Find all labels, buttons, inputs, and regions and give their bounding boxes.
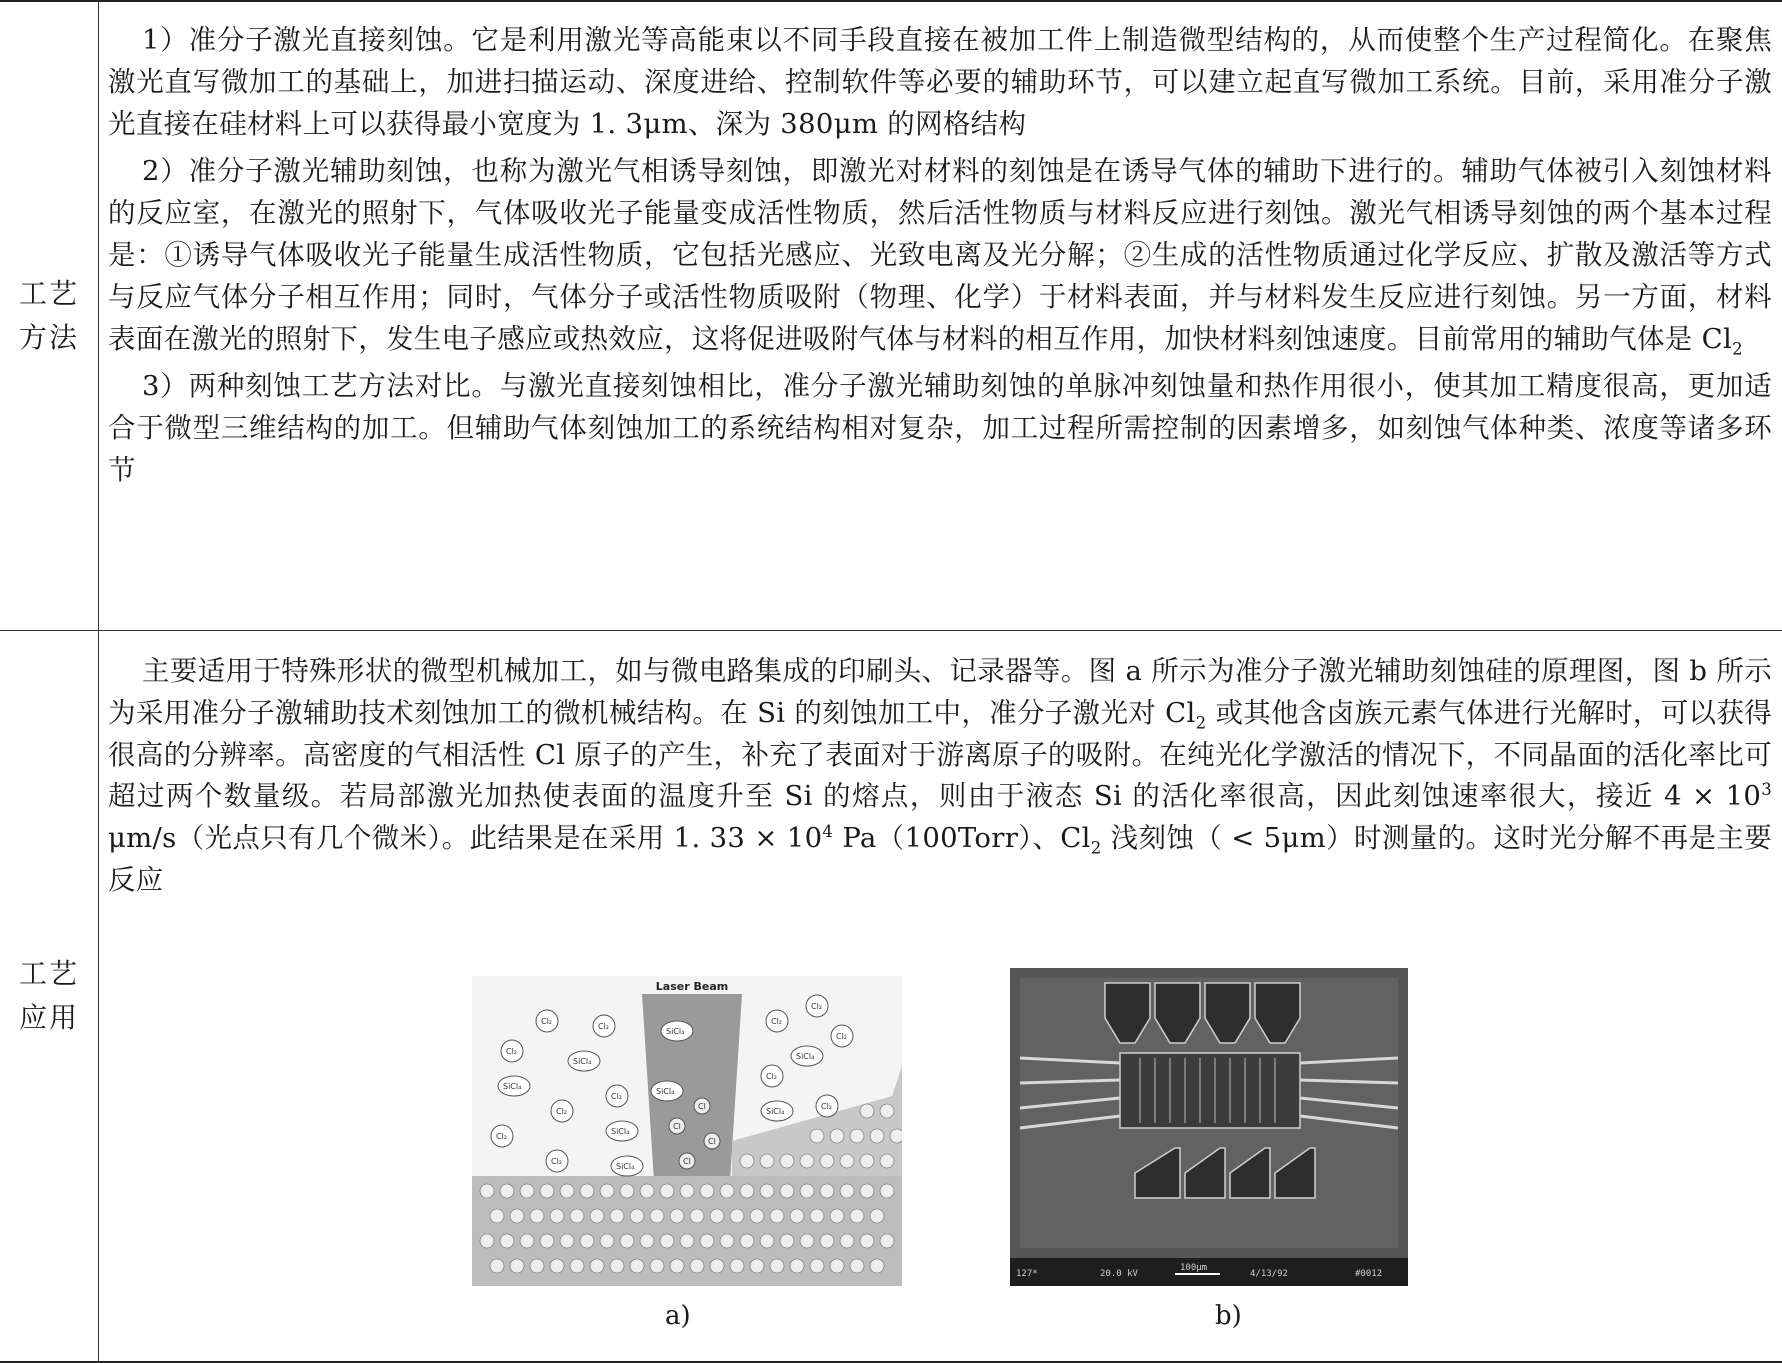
svg-text:Cl: Cl [673,1122,681,1131]
subscript: 2 [1732,339,1743,359]
svg-text:Cl₂: Cl₂ [556,1107,568,1116]
cl2-molecule [546,1150,568,1172]
sicl4-molecule [606,1121,638,1141]
svg-text:SiCl₄: SiCl₄ [766,1107,785,1116]
sicl4-molecule [761,1101,793,1121]
sem-svg [1010,968,1408,1286]
schematic-svg [472,976,902,1286]
cl2-molecule [491,1125,513,1147]
svg-text:Cl₂: Cl₂ [811,1002,823,1011]
cl2-molecule [606,1085,628,1107]
svg-text:Cl₂: Cl₂ [836,1032,848,1041]
cl-atom [694,1098,710,1114]
svg-text:SiCl₄: SiCl₄ [796,1052,815,1061]
cl-atom [704,1133,720,1149]
sicl4-molecule [661,1021,693,1041]
cl2-molecule [593,1015,615,1037]
svg-text:Cl₂: Cl₂ [766,1072,778,1081]
paragraph-application [108,651,1772,902]
svg-text:Cl: Cl [683,1157,691,1166]
subscript: 2 [1090,838,1102,858]
row-label-process-method [19,272,79,360]
label-line: 应用 [19,1001,80,1034]
sicl4-molecule [791,1046,823,1066]
sicl4-molecule [498,1076,530,1096]
svg-text:Cl: Cl [698,1102,706,1111]
svg-text:Cl₂: Cl₂ [598,1022,610,1031]
paragraph-comparison: 3）两种刻蚀工艺方法对比。与激光直接刻蚀相比，准分子激光辅助刻蚀的单脉冲刻蚀量和热作用很小，使其加工精度很高，更加适合于微型三维结构的加工。但辅助气体刻蚀加工的系统结构相对复杂，加工过程所需控制的因素增多，如刻蚀气体种类、浓度等诸多环节 [108,370,1772,486]
cl2-molecule [831,1025,853,1047]
figure-b-sem-micrograph [1010,968,1408,1286]
superscript: 4 [822,822,834,842]
label-line: 工艺 [19,277,80,310]
paragraph-text: 2）准分子激光辅助刻蚀，也称为激光气相诱导刻蚀，即激光对材料的刻蚀是在诱导气体的辅助下进行的。辅助气体被引入刻蚀材料的反应室，在激光的照射下，气体吸收光子能量变成活性物质，然后活性物质与材料反应进行刻蚀。激光气相诱导刻蚀的两个基本过程是：①诱导气体吸收光子能量生成活性物质，它包括光感应、光致电离及光分解；②生成的活性物质通过化学反应、扩散及激活等方式与反应气体分子相互作用；同时，气体分子或活性物质吸附（物理、化学）于材料表面，并与材料发生反应进行刻蚀。另一方面，材料表面在激光的照射下，发生电子感应或热效应，这将促进吸附气体与材料的相互作用，加快材料刻蚀速度。目前常用的辅助气体是 Cl [108,155,1772,355]
svg-text:SiCl₄: SiCl₄ [616,1162,635,1171]
table-row-process-method [0,2,1782,631]
svg-text:SiCl₄: SiCl₄ [503,1082,522,1091]
svg-text:Cl₂: Cl₂ [551,1157,563,1166]
laser-beam-label: Laser Beam [655,980,729,993]
figures [0,976,1782,1346]
text-seg: 主要适用于特殊形状的微型机械加工，如与微电路集成的印刷头、记录器等。图 a 所示为准分子激光辅助刻蚀硅的原理图，图 b 所示为采用准分子激辅助技术刻蚀加工的微机械结构。在 Si 的刻蚀加工中，准分子激光对 Cl [108,655,1772,729]
row-content-process-method [108,20,1772,492]
cl-atom [669,1118,685,1134]
subscript: 2 [1195,713,1207,733]
text-seg: 或其他含卤族元素气体进行光解时，可以获得很高的分辨率。高密度的气相活性 Cl 原子的产生，补充了表面对于游离原子的吸附。在纯光化学激活的情况下，不同晶面的活化率比可超过两个数量级。若局部激光加热使表面的温度升至 Si 的熔点，则由于液态 Si 的活化率很高，因此刻蚀速率很大，接近 4 × 10 [108,696,1773,813]
sem-footer-id: #0012 [1355,1269,1383,1279]
svg-text:SiCl₄: SiCl₄ [666,1027,685,1036]
sem-info-bar [1010,1258,1408,1286]
paragraph-assisted-etching [108,151,1772,360]
sem-footer-date: 4/13/92 [1250,1269,1288,1279]
superscript: 3 [1761,780,1772,800]
label-line: 工艺 [19,957,80,990]
cl2-molecule [551,1100,573,1122]
cl2-molecule [816,1095,838,1117]
svg-text:SiCl₄: SiCl₄ [611,1127,630,1136]
figure-a-caption: a) [665,1301,691,1331]
label-line: 方法 [19,321,80,354]
cl2-molecule [761,1065,783,1087]
text-seg: Pa（100Torr）、Cl [833,822,1091,855]
paragraph-direct-etching: 1）准分子激光直接刻蚀。它是利用激光等高能束以不同手段直接在被加工件上制造微型结构的，从而使整个生产过程简化。在聚焦激光直写微加工的基础上，加进扫描运动、深度进给、控制软件等必要的辅助环节，可以建立起直写微加工系统。目前，采用准分子激光直接在硅材料上可以获得最小宽度为 1. 3μm、深为 380μm 的网格结构 [108,24,1772,140]
svg-text:Cl₂: Cl₂ [506,1047,518,1056]
svg-text:Cl₂: Cl₂ [771,1017,783,1026]
sicl4-molecule [651,1081,683,1101]
table-row-process-application [0,631,1782,1361]
text-seg: μm/s（光点只有几个微米）。此结果是在采用 1. 33 × 10 [108,822,823,855]
sicl4-molecule [568,1051,600,1071]
cl2-molecule [806,995,828,1017]
svg-text:SiCl₄: SiCl₄ [656,1087,675,1096]
svg-text:SiCl₄: SiCl₄ [573,1057,592,1066]
row-label-cell [0,2,99,630]
svg-text:Cl₂: Cl₂ [611,1092,623,1101]
text-seg: 浅刻蚀（ < 5μm）时测量的。这时光分解不再是主要反应 [108,822,1772,896]
svg-text:Cl₂: Cl₂ [541,1017,553,1026]
sem-footer-voltage: 20.0 kV [1100,1269,1138,1279]
svg-text:Cl: Cl [708,1137,716,1146]
sem-scale-label: 100μm [1180,1263,1208,1273]
svg-text:Cl₂: Cl₂ [496,1132,508,1141]
cl2-molecule [766,1010,788,1032]
row-content-process-application [108,651,1772,902]
sicl4-molecule [611,1156,643,1176]
figure-b-caption: b) [1215,1301,1242,1331]
svg-text:Cl₂: Cl₂ [821,1102,833,1111]
cl-atom [679,1153,695,1169]
figure-a-etching-schematic [472,976,902,1286]
cl2-molecule [501,1040,523,1062]
cl2-molecule [536,1010,558,1032]
central-plate [1120,1053,1300,1128]
sem-footer-text: 127* [1016,1269,1038,1279]
